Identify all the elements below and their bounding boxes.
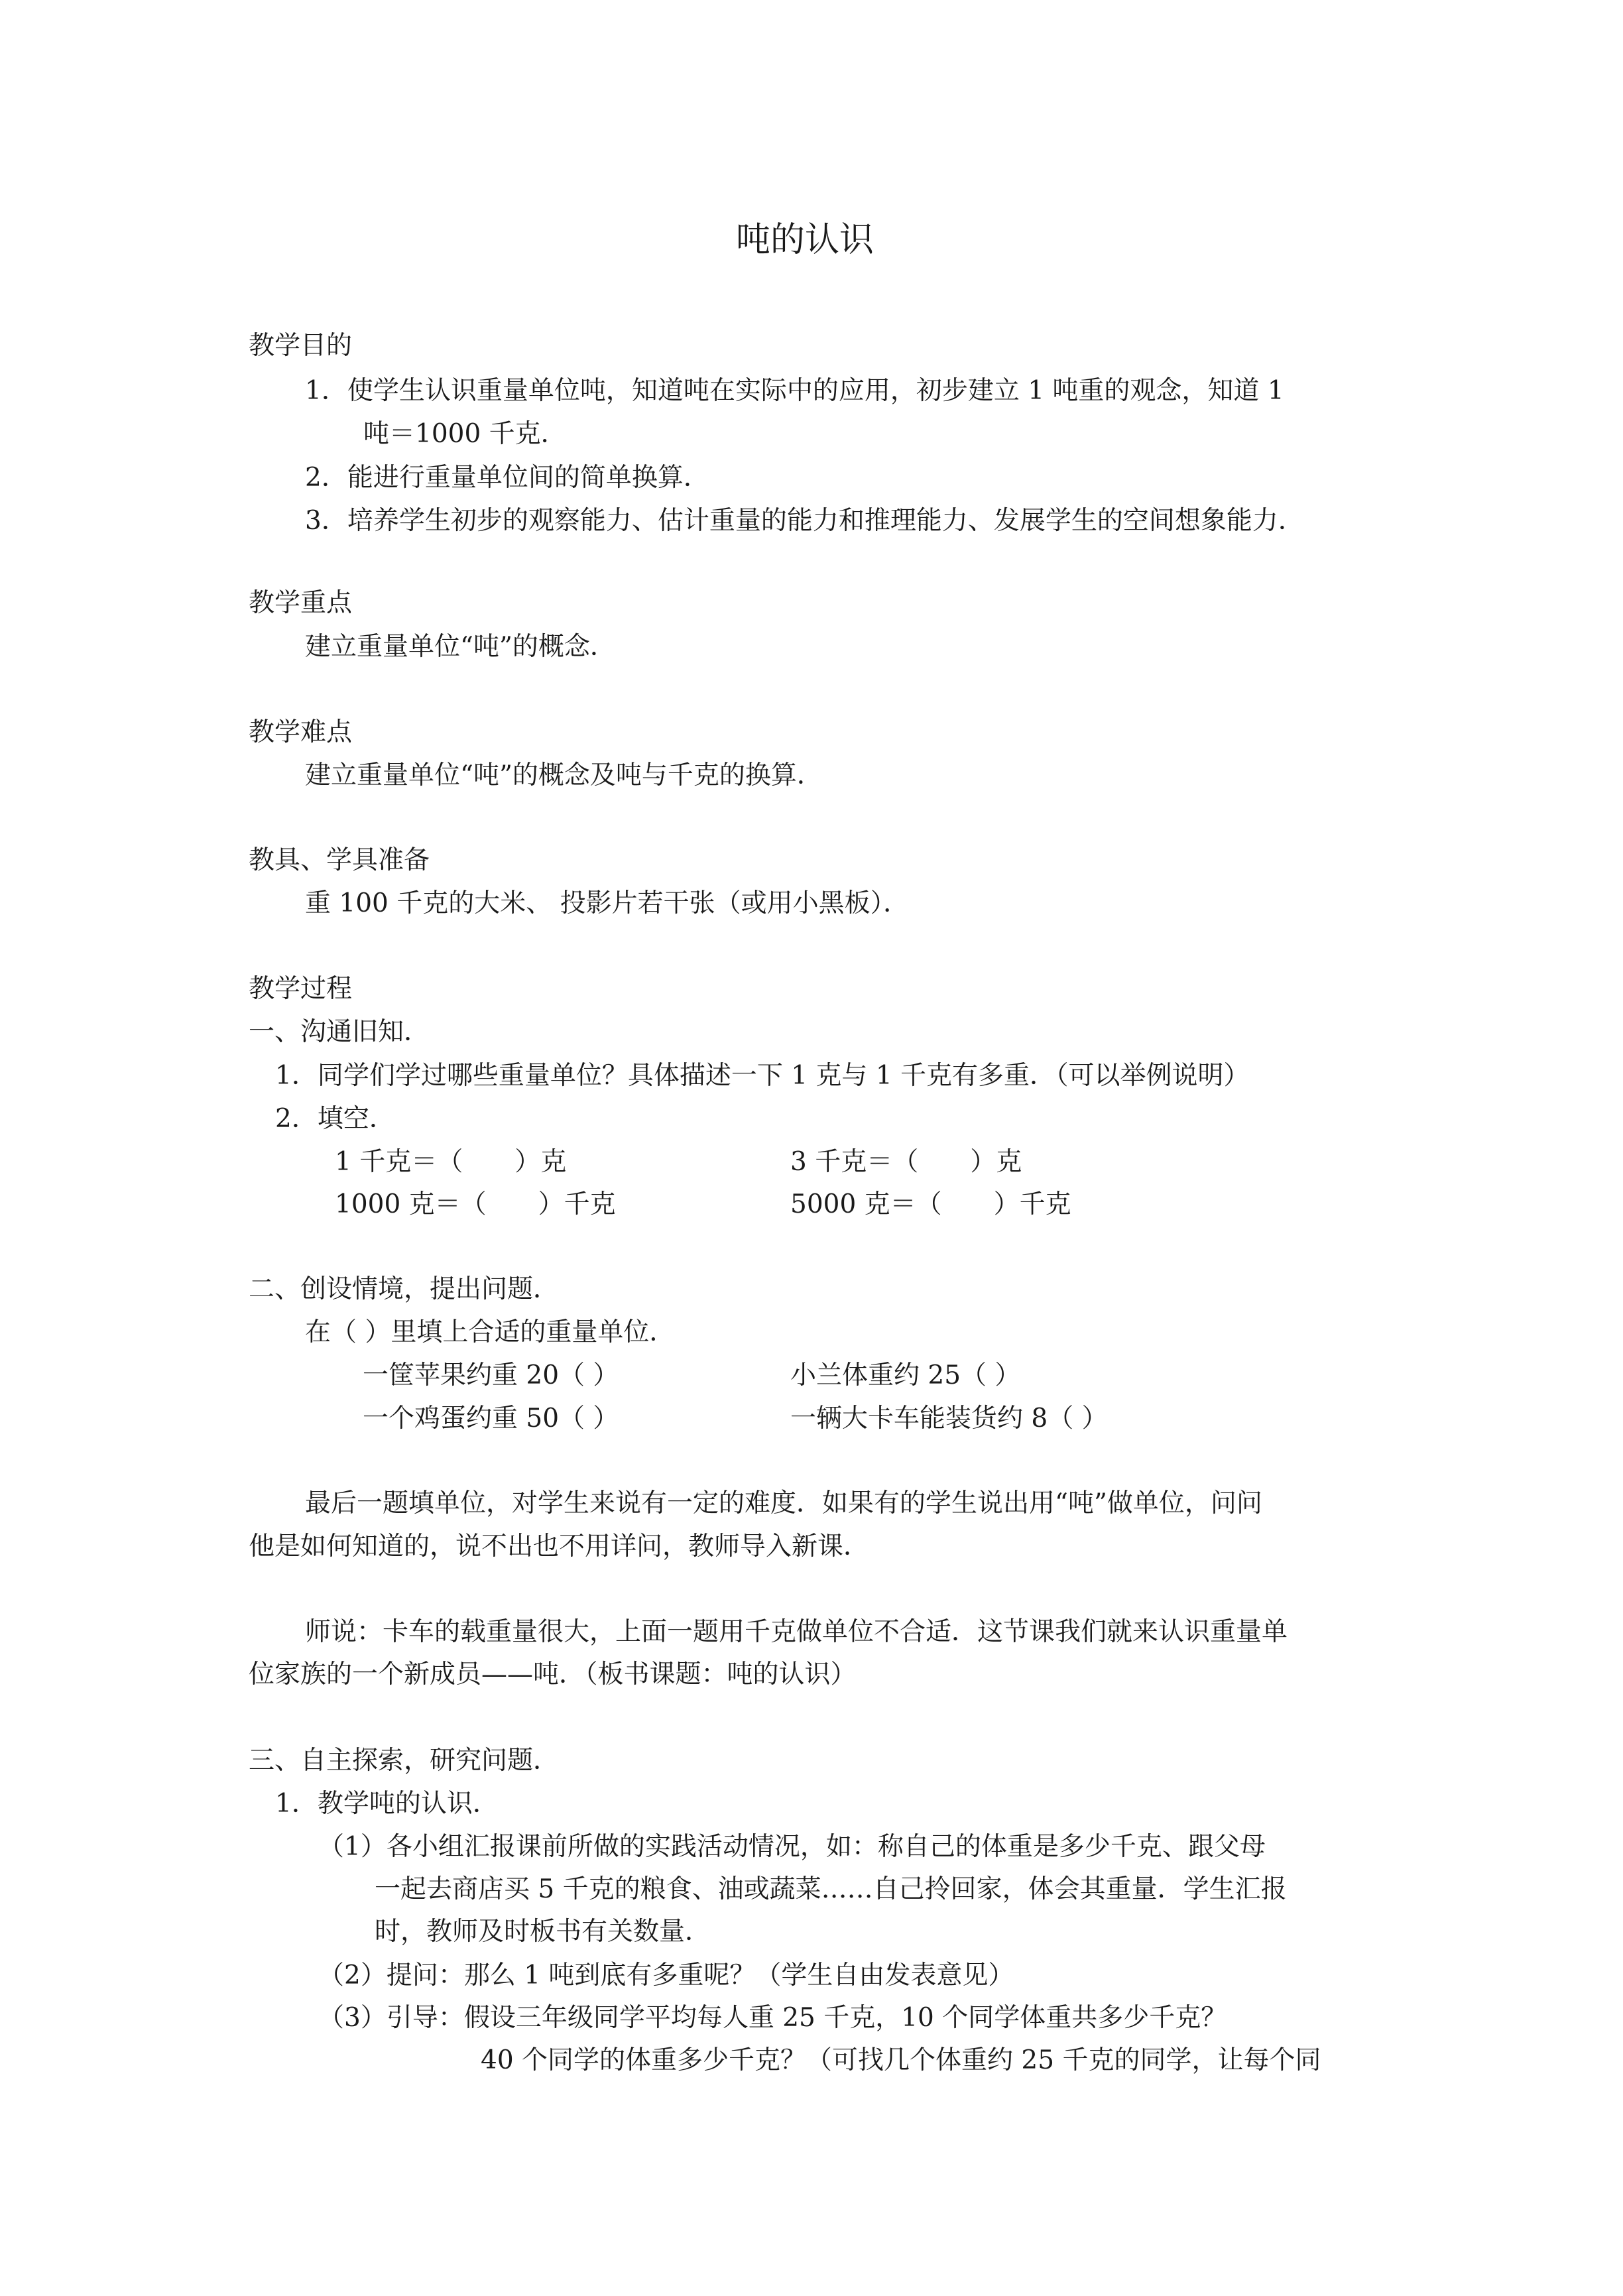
fill-blank-1a: 1 千克＝（ ）克 <box>335 1147 567 1177</box>
point-3-line-2: 40 个同学的体重多少千克？（可找几个体重约 25 千克的同学，让每个同 <box>481 2045 1321 2075</box>
paragraph-1-line-2: 他是如何知道的，说不出也不用详问，教师导入新课． <box>249 1532 870 1561</box>
question-1: 一筐苹果约重 20（ ） <box>363 1360 619 1390</box>
question-2: 小兰体重约 25（ ） <box>790 1360 1021 1390</box>
objective-2: 2．能进行重量单位间的简单换算． <box>305 463 709 493</box>
fill-blank-2a: 1000 克＝（ ）千克 <box>335 1189 616 1219</box>
section-1-item-1: 1．同学们学过哪些重量单位？具体描述一下 1 克与 1 千克有多重．（可以举例说明） <box>275 1061 1250 1091</box>
paragraph-2-line-1: 师说：卡车的载重量很大，上面一题用千克做单位不合适．这节课我们就来认识重量单 <box>305 1617 1288 1647</box>
objective-3: 3．培养学生初步的观察能力、估计重量的能力和推理能力、发展学生的空间想象能力． <box>305 506 1304 536</box>
point-1-line-1: （1）各小组汇报课前所做的实践活动情况，如：称自己的体重是多少千克、跟父母 <box>318 1832 1266 1862</box>
question-4: 一辆大卡车能装货约 8（ ） <box>790 1404 1108 1433</box>
fill-blank-1b: 3 千克＝（ ）克 <box>790 1147 1022 1177</box>
point-2: （2）提问：那么 1 吨到底有多重呢？（学生自由发表意见） <box>318 1961 1014 1990</box>
objective-1-line-2: 吨＝1000 千克． <box>363 419 567 449</box>
point-1-line-3: 时，教师及时板书有关数量． <box>375 1917 711 1947</box>
key-points-text: 建立重量单位“吨”的概念． <box>305 632 616 662</box>
point-3-line-1: （3）引导：假设三年级同学平均每人重 25 千克，10 个同学体重共多少千克？ <box>318 2003 1227 2033</box>
section-2-intro: 在（ ）里填上合适的重量单位． <box>305 1317 676 1347</box>
section-1-heading: 一、沟通旧知． <box>249 1017 430 1047</box>
key-points-heading: 教学重点 <box>249 588 353 618</box>
materials-heading: 教具、学具准备 <box>249 845 430 875</box>
section-3-heading: 三、自主探索，研究问题． <box>249 1746 560 1776</box>
section-2-heading: 二、创设情境，提出问题． <box>249 1274 560 1304</box>
objective-1-line-1: 1．使学生认识重量单位吨，知道吨在实际中的应用，初步建立 1 吨重的观念，知道 1 <box>305 376 1284 406</box>
question-3: 一个鸡蛋约重 50（ ） <box>363 1404 619 1433</box>
difficulties-text: 建立重量单位“吨”的概念及吨与千克的换算． <box>305 760 823 790</box>
paragraph-1-line-1: 最后一题填单位，对学生来说有一定的难度．如果有的学生说出用“吨”做单位，问问 <box>305 1488 1262 1518</box>
difficulties-heading: 教学难点 <box>249 717 353 747</box>
objectives-heading: 教学目的 <box>249 331 353 361</box>
process-heading: 教学过程 <box>249 974 353 1004</box>
materials-text: 重 100 千克的大米、 投影片若干张（或用小黑板）． <box>305 888 910 918</box>
page-title: 吨的认识 <box>736 220 874 260</box>
section-1-item-2: 2．填空． <box>275 1104 395 1134</box>
point-1-line-2: 一起去商店买 5 千克的粮食、油或蔬菜……自己拎回家，体会其重量．学生汇报 <box>375 1874 1287 1904</box>
paragraph-2-line-2: 位家族的一个新成员——吨．（板书课题：吨的认识） <box>249 1660 857 1689</box>
section-3-sub-1: 1．教学吨的认识． <box>275 1789 499 1819</box>
fill-blank-2b: 5000 克＝（ ）千克 <box>790 1189 1071 1219</box>
